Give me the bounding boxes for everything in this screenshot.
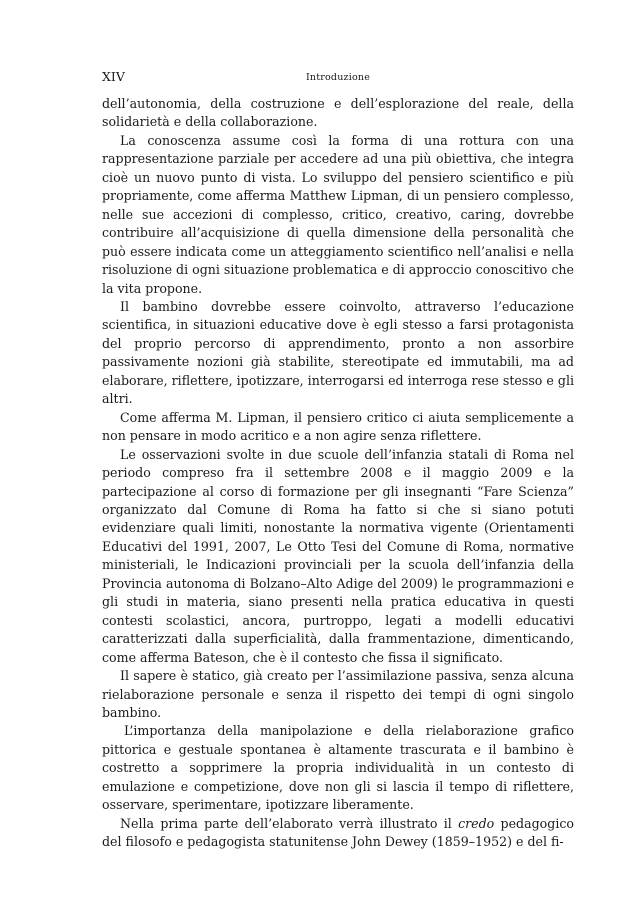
page-header [102, 68, 574, 90]
emphasis-credo: credo [458, 815, 495, 831]
paragraph-text: pedagogico del filosofo e pedagogista statunitense John Dewey (1859–1952) e del fi- [102, 815, 574, 850]
document-page [102, 68, 574, 852]
running-title: Introduzione [305, 72, 371, 83]
body-text [102, 95, 574, 852]
page-number: XIV [102, 69, 125, 84]
paragraph: L’importanza della manipolazione e della rielaborazione grafico pittorica e gestuale spontanea è altamente trascurata e il bambino è costretto a sopprimere la propria individualità in un contesto di emulazione e competizione, dove non gli si lascia il tempo di riflettere, osservare, sperimentare, ipotizzare liberamente. [102, 723, 574, 813]
paragraph-last [102, 815, 574, 852]
paragraph: Come afferma M. Lipman, il pensiero critico ci aiuta semplicemente a non pensare in modo acritico e a non agire senza riflettere. [102, 409, 574, 444]
paragraph: Il bambino dovrebbe essere coinvolto, attraverso l’educazione scientifica, in situazioni educative dove è egli stesso a farsi protagonista del proprio percorso di apprendimento, pronto a non assorbire passivamente nozioni già stabilite, stereotipate ed immutabili, ma ad elaborare, riflettere, ipotizzare, interrogarsi ed interroga rese stesso e gli altri. [102, 298, 574, 407]
paragraph: Le osservazioni svolte in due scuole dell’infanzia statali di Roma nel periodo compreso fra il settembre 2008 e il maggio 2009 e la partecipazione al corso di formazione per gli insegnanti “Fare Scienza” organizzato dal Comune di Roma ha fatto si che si siano potuti evidenziare quali limiti, nonostante la normativa vigente (Orientamenti Educativi del 1991, 2007, Le Otto Tesi del Comune di Roma, normative ministeriali, le Indicazioni provinciali per la scuola dell’infanzia della Provincia autonoma di Bolzano–Alto Adige del 2009) le programmazioni e gli studi in materia, siano presenti nella pratica educativa in questi contesti scolastici, ancora, purtroppo, legati a modelli educativi caratterizzati dalla superficialità, dalla frammentazione, dimenticando, come afferma Bateson, che è il contesto che fissa il significato. [102, 446, 574, 665]
paragraph-text: Nella prima parte dell’elaborato verrà illustrato il [120, 815, 459, 831]
paragraph: La conoscenza assume così la forma di una rottura con una rappresentazione parziale per accedere ad una più obiettiva, che integra cioè un nuovo punto di vista. Lo sviluppo del pensiero scientifico e più propriamente, come afferma Matthew Lipman, di un pensiero complesso, nelle sue accezioni di complesso, critico, creativo, caring, dovrebbe contribuire all’acquisizione di quella dimensione della personalità che può essere indicata come un atteggiamento scientifico nell’analisi e nella risoluzione di ogni situazione problematica e di approccio conoscitivo che la vita propone. [102, 132, 574, 296]
paragraph-continuation: dell’autonomia, della costruzione e dell’esplorazione del reale, della solidarietà e della collaborazione. [102, 96, 574, 130]
paragraph: Il sapere è statico, già creato per l’assimilazione passiva, senza alcuna rielaborazione personale e senza il rispetto dei tempi di ogni singolo bambino. [102, 668, 574, 720]
